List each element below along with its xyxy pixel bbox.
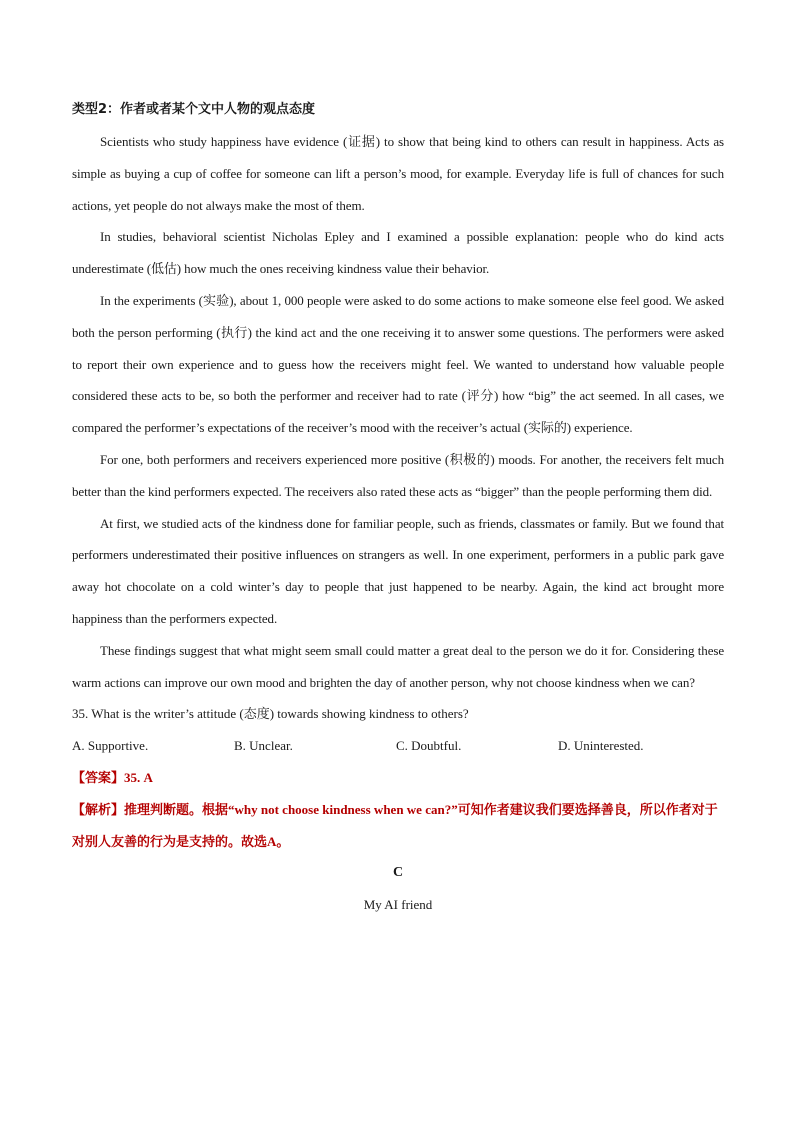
paragraph-2: In studies, behavioral scientist Nicholas Epley and I examined a possible explanation: people who do kind acts underestimate (低估) how much the ones receiving kindness value their behavior. [72, 229, 724, 277]
question-35: 35. What is the writer’s attitude (态度) towards showing kindness to others? [72, 706, 469, 722]
section-letter: C [392, 865, 404, 881]
document-page [72, 98, 724, 921]
paragraph-6: These findings suggest that what might seem small could matter a great deal to the person we do it for. Considering these warm actions can improve our own mood and brighten the day of another person, why not choose kindness when we can? [72, 642, 724, 690]
question-type-heading: 类型2：作者或者某个文中人物的观点态度 [72, 102, 316, 117]
option-a: A. Supportive. [72, 738, 149, 754]
paragraph-3: In the experiments (实验), about 1, 000 people were asked to do some actions to make someone else feel good. We asked both the person performing (执行) the kind act and the one receiving it to answer some questions. The performers were asked to report their own experience and to guess how the receivers might feel. We wanted to understand how valuable people considered these acts to be, so both the performer and receiver had to rate (评分) how “big” the act seemed. In all cases, we compared the performer’s expectations of the receiver’s mood with the receiver’s actual (实际的) experience. [72, 292, 724, 436]
answer-line: 【答案】35. A [72, 769, 153, 785]
passage-title: My AI friend [363, 897, 433, 913]
paragraph-4: For one, both performers and receivers experienced more positive (积极的) moods. For another, the receivers felt much better than the kind performers expected. The receivers also rated these acts as “bigger” than the people performing them did. [72, 451, 724, 499]
option-b: B. Unclear. [234, 738, 293, 754]
option-d: D. Uninterested. [558, 738, 644, 754]
paragraph-1: Scientists who study happiness have evidence (证据) to show that being kind to others can result in happiness. Acts as simple as buying a cup of coffee for someone can lift a person’s mood, for example. Everyday life is full of chances for such actions, yet people do not always make the most of them. [72, 134, 724, 213]
option-c: C. Doubtful. [396, 738, 462, 754]
answer-options [72, 730, 724, 762]
paragraph-5: At first, we studied acts of the kindness done for familiar people, such as friends, classmates or family. But we found that performers underestimated their positive influences on strangers as well. In one experiment, performers in a public park gave away hot chocolate on a cold winter’s day to people that just happened to be nearby. Again, the kind act brought more happiness than the performers expected. [72, 515, 724, 626]
analysis-text: 【解析】推理判断题。根据“why not choose kindness when we can?”可知作者建议我们要选择善良，所以作者对于对别人友善的行为是支持的。故选A。 [72, 801, 718, 849]
